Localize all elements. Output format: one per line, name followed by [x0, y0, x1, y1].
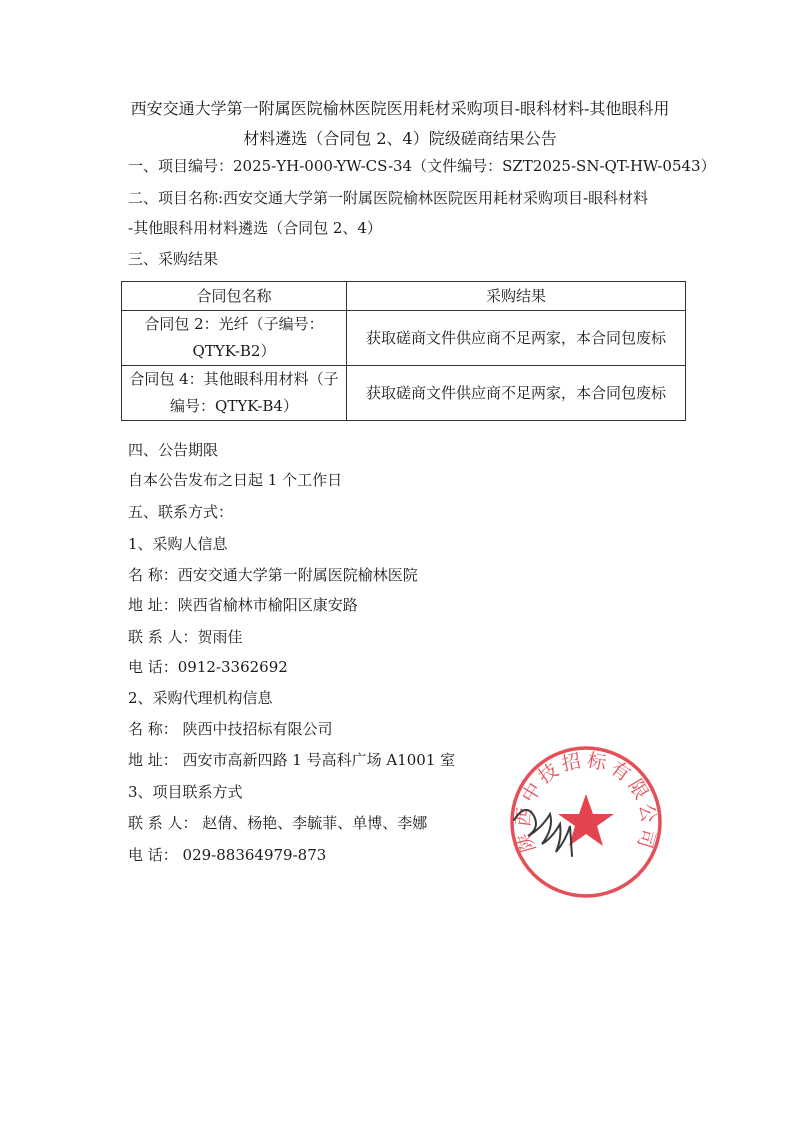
project-contact-phone: 电 话： 029-88364979-873: [128, 846, 327, 864]
agency-heading: 2、采购代理机构信息: [128, 689, 273, 707]
project-contact-heading: 3、项目联系方式: [128, 783, 243, 801]
header-result: 采购结果: [347, 282, 686, 311]
purchaser-phone: 电 话：0912-3362692: [128, 658, 288, 676]
seal-star-icon: [558, 794, 614, 846]
purchaser-heading: 1、采购人信息: [128, 535, 228, 553]
table-row: [122, 366, 686, 421]
package-name-line-2: QTYK-B2）: [192, 342, 276, 360]
header-package-name: 合同包名称: [122, 282, 347, 311]
result-cell: 获取磋商文件供应商不足两家，本合同包废标: [347, 366, 686, 421]
package-name-line-1: 合同包 2：光纤（子编号：: [144, 315, 324, 333]
purchaser-name: 名 称：西安交通大学第一附属医院榆林医院: [128, 566, 418, 584]
table-row: [122, 311, 686, 366]
package-name-cell: [122, 311, 347, 366]
agency-address: 地 址： 西安市高新四路 1 号高科广场 A1001 室: [128, 751, 456, 769]
section-procurement-result: 三、采购结果: [128, 250, 219, 268]
seal-text: 陕西中技招标有限公司: [512, 749, 660, 855]
table-header-row: [122, 282, 686, 311]
project-name-line-2: -其他眼科用材料遴选（合同包 2、4）: [128, 219, 382, 237]
purchaser-address: 地 址：陕西省榆林市榆阳区康安路: [128, 596, 358, 614]
package-name-line-1: 合同包 4：其他眼科用材料（子: [129, 370, 339, 388]
title-line-1: 西安交通大学第一附属医院榆林医院医用耗材采购项目-眼科材料-其他眼科用: [130, 99, 670, 118]
title-line-2: 材料遴选（合同包 2、4）院级磋商结果公告: [243, 129, 557, 148]
announcement-period-text: 自本公告发布之日起 1 个工作日: [128, 471, 343, 489]
company-seal-stamp: [506, 742, 666, 902]
package-name-line-2: 编号：QTYK-B4）: [170, 397, 298, 415]
project-number: 一、项目编号：2025-YH-000-YW-CS-34（文件编号：SZT2025-SN-QT-HW-0543）: [128, 157, 716, 175]
purchaser-contact: 联 系 人：贺雨佳: [128, 628, 243, 646]
agency-name: 名 称： 陕西中技招标有限公司: [128, 720, 333, 738]
project-contact-persons: 联 系 人： 赵倩、杨艳、李毓菲、单博、李娜: [128, 814, 428, 832]
project-name-line-1: 二、项目名称:西安交通大学第一附属医院榆林医院医用耗材采购项目-眼科材料: [128, 189, 649, 207]
package-name-cell: [122, 366, 347, 421]
section-contact: 五、联系方式：: [128, 503, 234, 521]
result-table: [121, 281, 686, 421]
result-cell: 获取磋商文件供应商不足两家，本合同包废标: [347, 311, 686, 366]
section-announcement-period: 四、公告期限: [128, 441, 219, 459]
